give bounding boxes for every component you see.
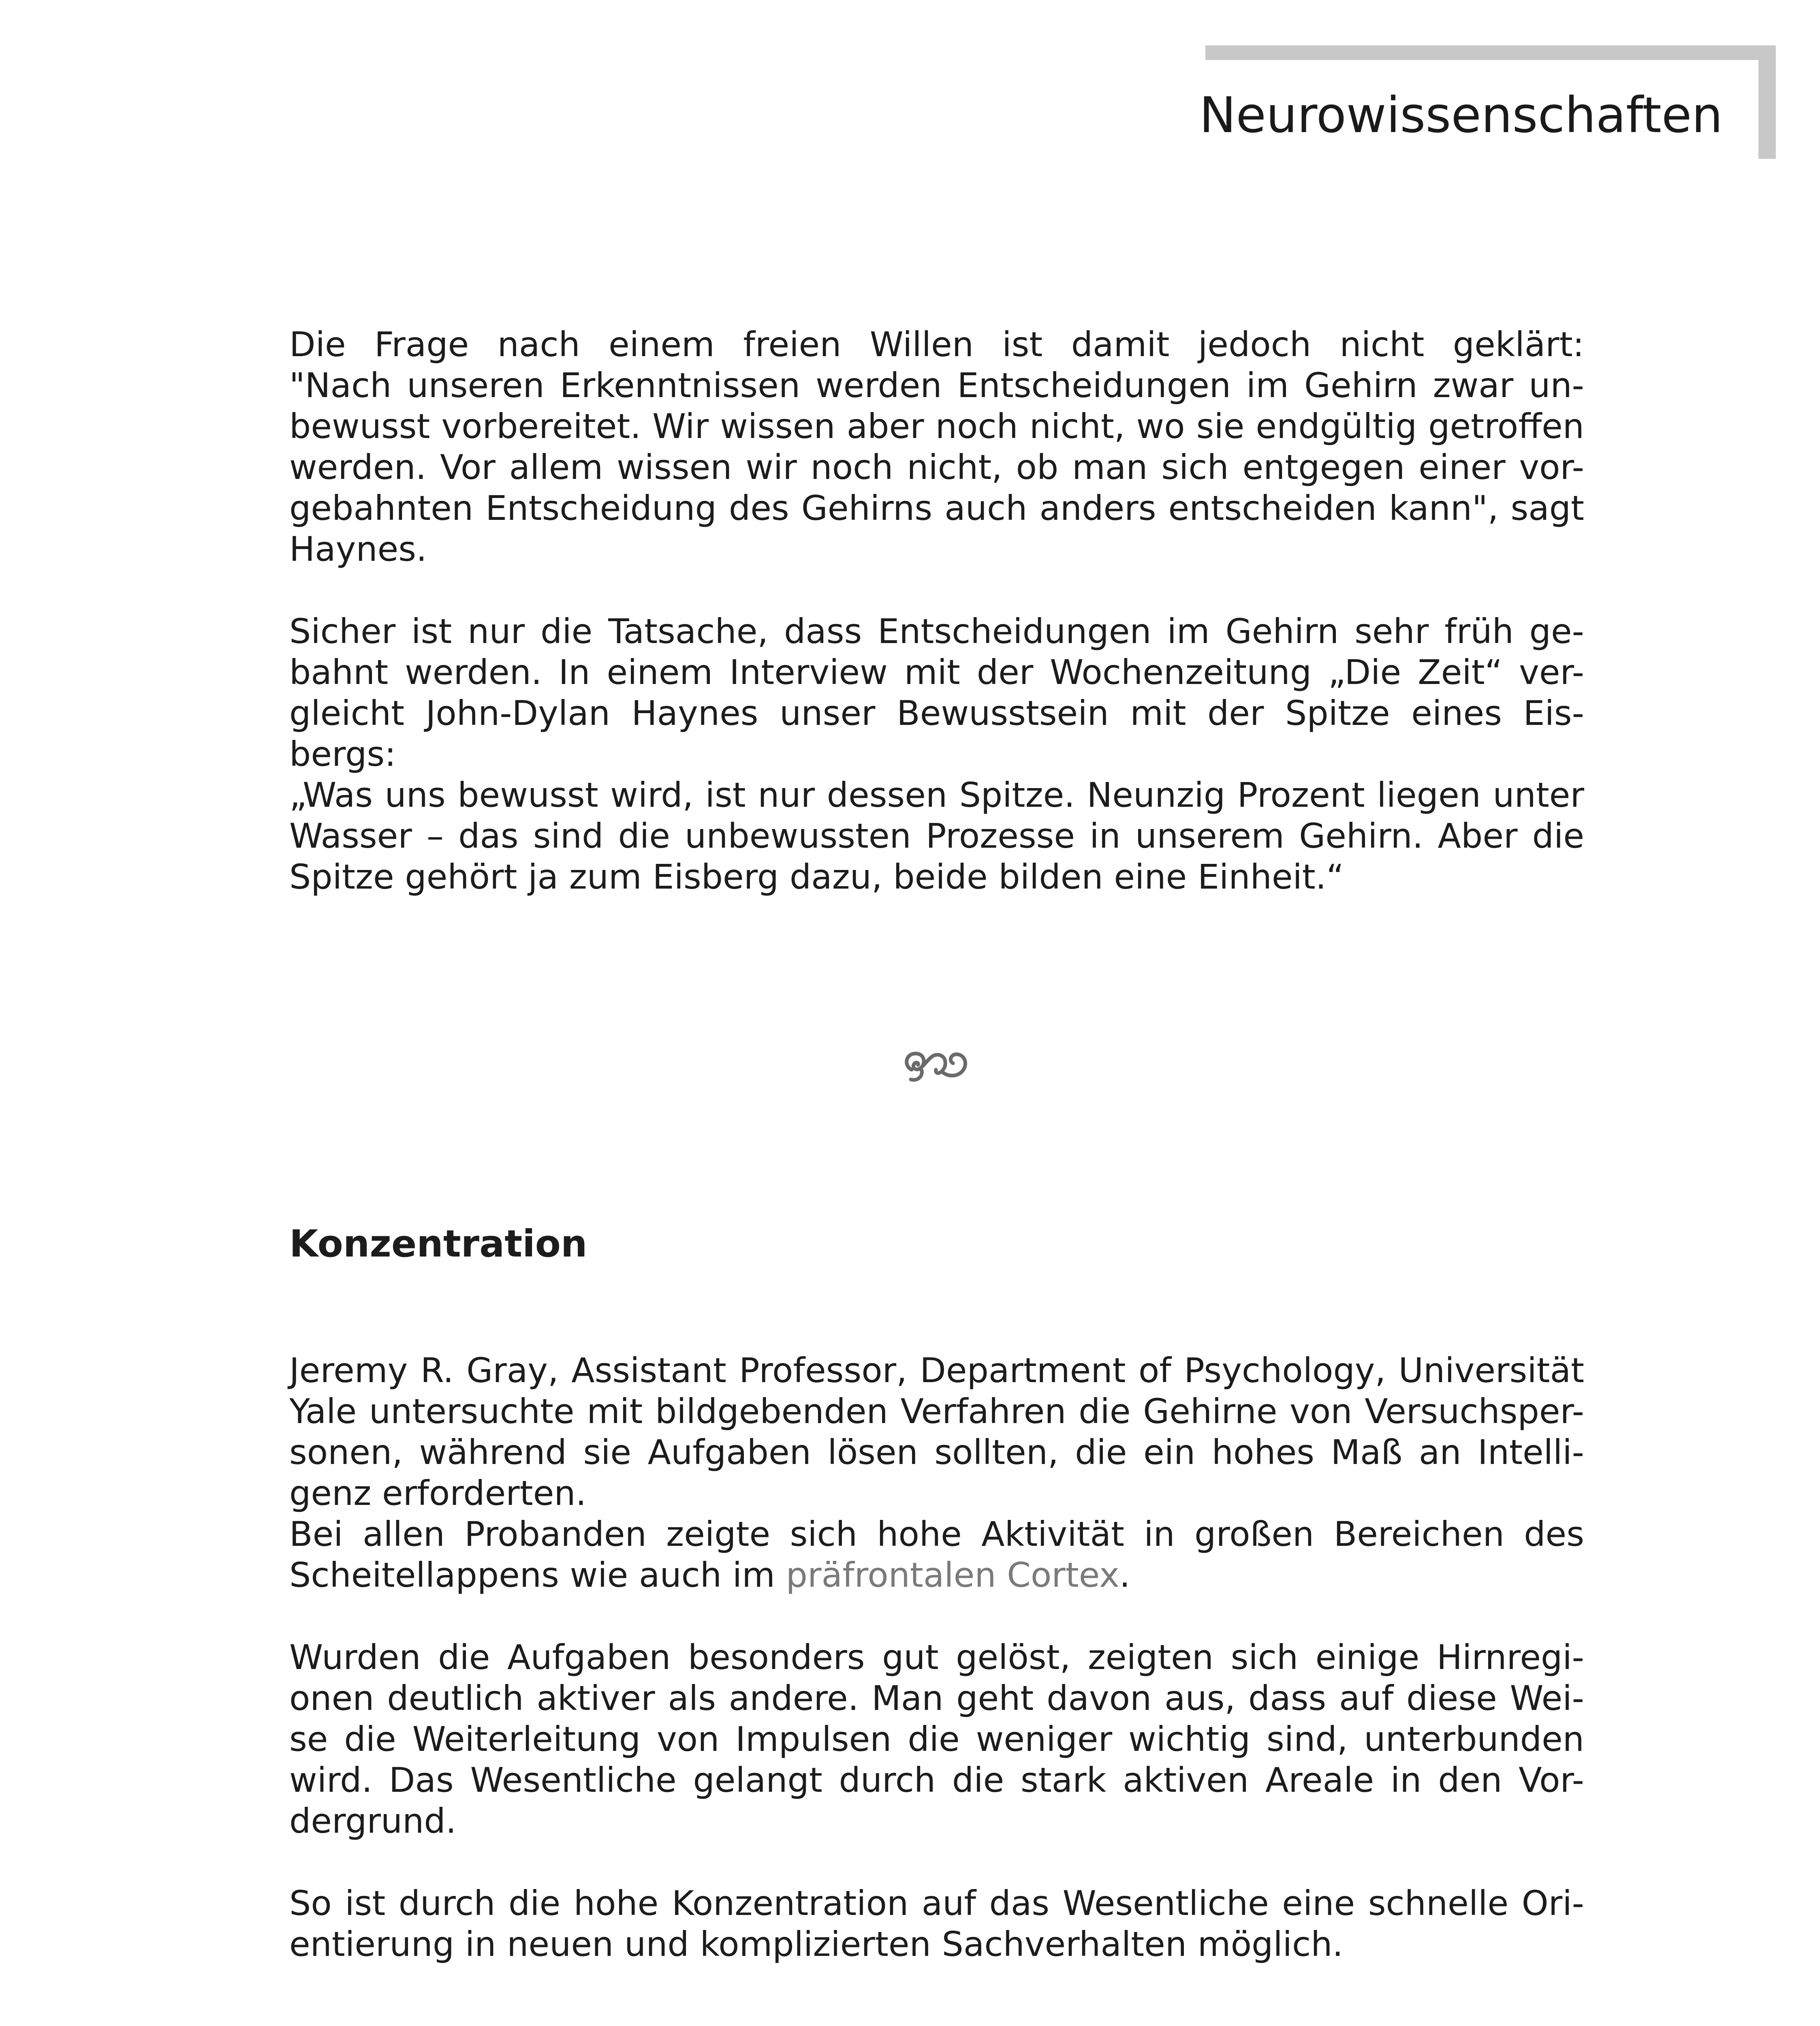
text-line: wird. Das Wesentliche gelangt durch die stark aktiven Areale in den Vor- bbox=[289, 1760, 1584, 1800]
text-line: genz erforderten. bbox=[289, 1473, 587, 1513]
text-line: Die Frage nach einem freien Willen ist damit jedoch nicht geklärt: bbox=[289, 325, 1584, 364]
section-title: Neurowissenschaften bbox=[1199, 87, 1723, 144]
text-line: Yale untersuchte mit bildgebenden Verfahren die Gehirne von Versuchsper- bbox=[289, 1391, 1584, 1431]
text-fragment: . bbox=[1119, 1555, 1130, 1595]
header-bar-top bbox=[1205, 45, 1776, 60]
text-line: "Nach unseren Erkenntnissen werden Entscheidungen im Gehirn zwar un- bbox=[289, 365, 1584, 405]
fleuron-ornament-icon bbox=[899, 1041, 972, 1090]
text-line-with-link bbox=[289, 1555, 1584, 1596]
text-line: Wasser – das sind die unbewussten Prozesse in unserem Gehirn. Aber die bbox=[289, 816, 1584, 856]
text-line: gleicht John-Dylan Haynes unser Bewusstsein mit der Spitze eines Eis- bbox=[289, 693, 1584, 733]
paragraph-brain-regions bbox=[289, 1637, 1584, 1842]
text-fragment: Scheitellappens wie auch im bbox=[289, 1555, 786, 1595]
text-line: Jeremy R. Gray, Assistant Professor, Department of Psychology, Universität bbox=[289, 1351, 1584, 1390]
text-line: sonen, während sie Aufgaben lösen sollten, die ein hohes Maß an Intelli- bbox=[289, 1432, 1584, 1472]
paragraph-gray-study bbox=[289, 1350, 1584, 1596]
text-line: bahnt werden. In einem Interview mit der Wochenzeitung „Die Zeit“ ver- bbox=[289, 652, 1584, 692]
text-line: dergrund. bbox=[289, 1801, 457, 1841]
text-line: onen deutlich aktiver als andere. Man geht davon aus, dass auf diese Wei- bbox=[289, 1678, 1584, 1718]
prefrontal-cortex-link[interactable]: präfrontalen Cortex bbox=[786, 1555, 1119, 1595]
text-line: bergs: bbox=[289, 734, 396, 774]
text-line: se die Weiterleitung von Impulsen die weniger wichtig sind, unterbunden bbox=[289, 1719, 1584, 1759]
heading-konzentration: Konzentration bbox=[289, 1222, 587, 1265]
text-line: So ist durch die hohe Konzentration auf das Wesentliche eine schnelle Ori- bbox=[289, 1883, 1584, 1923]
text-line: werden. Vor allem wissen wir noch nicht, ob man sich entgegen einer vor- bbox=[289, 447, 1584, 487]
text-line: Wurden die Aufgaben besonders gut gelöst, zeigten sich einige Hirnregi- bbox=[289, 1637, 1584, 1677]
text-line: Spitze gehört ja zum Eisberg dazu, beide bilden eine Einheit.“ bbox=[289, 857, 1344, 897]
text-line: gebahnten Entscheidung des Gehirns auch anders entscheiden kann", sagt bbox=[289, 488, 1584, 528]
header-bar-side bbox=[1758, 45, 1776, 159]
text-line: „Was uns bewusst wird, ist nur dessen Spitze. Neunzig Prozent liegen unter bbox=[289, 775, 1584, 815]
text-line: bewusst vorbereitet. Wir wissen aber noch nicht, wo sie endgültig getroffen bbox=[289, 406, 1584, 446]
paragraph-conclusion bbox=[289, 1883, 1584, 1965]
paragraph-free-will bbox=[289, 324, 1584, 570]
paragraph-iceberg bbox=[289, 611, 1584, 898]
text-line: entierung in neuen und komplizierten Sachverhalten möglich. bbox=[289, 1924, 1344, 1964]
text-line: Sicher ist nur die Tatsache, dass Entscheidungen im Gehirn sehr früh ge- bbox=[289, 611, 1584, 651]
text-line: Bei allen Probanden zeigte sich hohe Aktivität in großen Bereichen des bbox=[289, 1514, 1584, 1554]
text-line: Haynes. bbox=[289, 529, 427, 569]
